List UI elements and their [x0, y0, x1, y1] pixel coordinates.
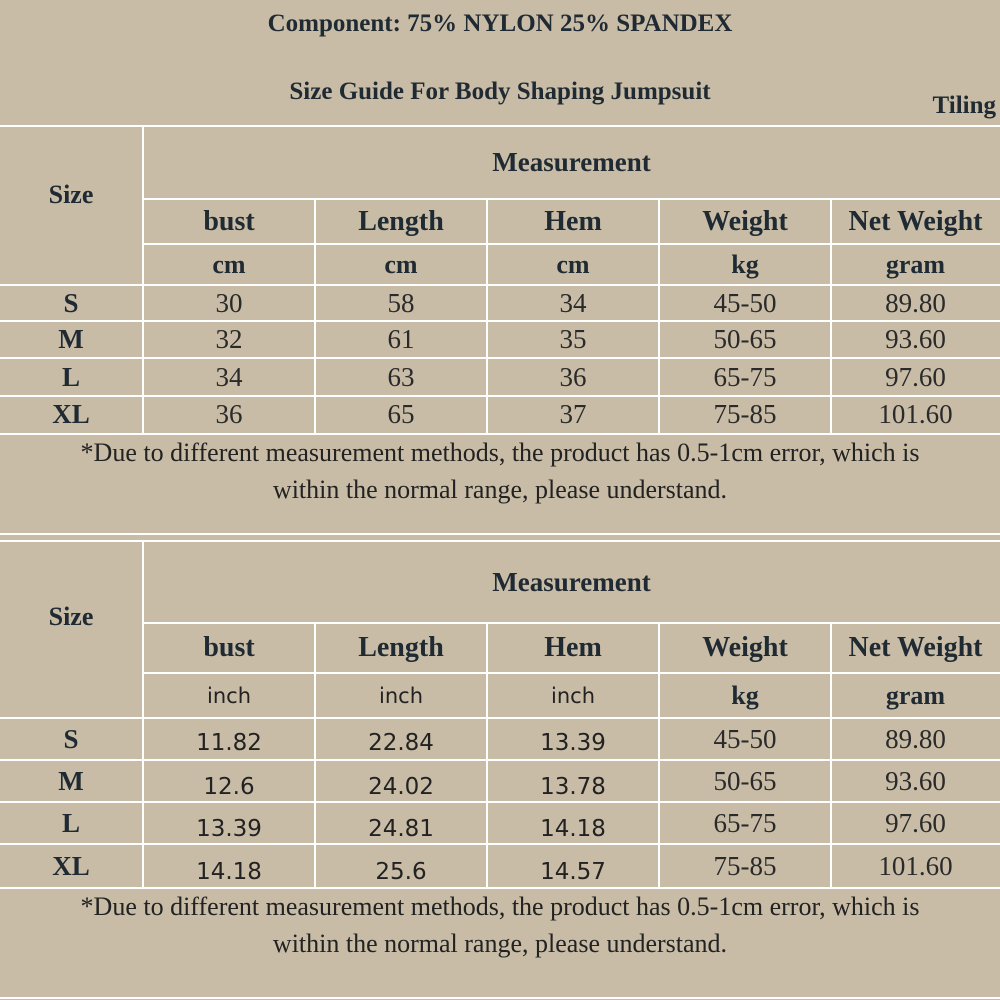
table-cell: 22.84 [368, 730, 434, 756]
unit-label: inch [207, 683, 251, 708]
table-cell: 24.81 [368, 816, 434, 842]
size-cell: M [58, 324, 84, 354]
table-cell: 13.39 [540, 730, 606, 756]
unit-label: inch [379, 683, 423, 708]
table-cell: 75-85 [713, 398, 777, 429]
unit-label: kg [731, 249, 759, 279]
column-header: Net Weight [848, 205, 983, 237]
unit-label: cm [556, 249, 590, 279]
size-header: Size [48, 602, 94, 631]
table-cell: 11.82 [196, 730, 262, 756]
measurement-header: Measurement [492, 147, 651, 177]
table-cell: 24.02 [368, 774, 434, 800]
size-cell: M [58, 765, 84, 796]
size-cell: S [63, 287, 79, 318]
table-cell: 32 [215, 324, 243, 354]
table-cell: 35 [559, 324, 587, 354]
size-cell: XL [52, 398, 90, 429]
size-cell: L [61, 807, 80, 838]
unit-label: cm [384, 249, 418, 279]
table-cell: 13.78 [540, 774, 606, 800]
table-cell: 25.6 [375, 859, 427, 885]
column-header: bust [203, 632, 255, 663]
measurement-header: Measurement [492, 566, 651, 597]
column-header: Net Weight [848, 632, 983, 663]
table-cell: 50-65 [713, 324, 777, 354]
table-cell: 97.60 [885, 361, 946, 392]
table-cell: 45-50 [713, 287, 777, 318]
table-cell: 30 [215, 287, 243, 318]
footnote-line-1: *Due to different measurement methods, the product has 0.5-1cm error, which is [80, 438, 920, 467]
column-header: Length [358, 632, 444, 663]
table-cell: 45-50 [713, 723, 777, 754]
unit-label: inch [551, 683, 595, 708]
component-line: Component: 75% NYLON 25% SPANDEX [267, 10, 733, 37]
table-cell: 89.80 [885, 287, 946, 318]
table-cell: 65-75 [713, 807, 777, 838]
table-cell: 14.18 [540, 816, 606, 842]
table-cell: 93.60 [885, 324, 946, 354]
size-cell: XL [52, 850, 90, 881]
table-cell: 14.18 [196, 859, 262, 885]
table-cell: 61 [387, 324, 415, 354]
table-cell: 36 [215, 398, 243, 429]
table-cell: 65-75 [713, 361, 777, 392]
size-cell: L [61, 361, 80, 392]
table-cell: 101.60 [878, 850, 953, 881]
table-cell: 75-85 [713, 850, 777, 881]
unit-label: cm [212, 249, 246, 279]
footnote-line-1: *Due to different measurement methods, the product has 0.5-1cm error, which is [80, 892, 920, 921]
table-cell: 50-65 [713, 765, 777, 796]
table-cell: 101.60 [878, 398, 953, 429]
table-cell: 89.80 [885, 723, 946, 754]
table-cell: 34 [215, 361, 243, 392]
table-cell: 14.57 [540, 859, 606, 885]
table-cell: 63 [387, 361, 415, 392]
table-cell: 34 [559, 287, 587, 318]
unit-label: kg [731, 680, 759, 710]
table-cell: 13.39 [196, 816, 262, 842]
unit-label: gram [885, 680, 946, 710]
tiling-label: Tiling [932, 92, 996, 119]
column-header: Hem [544, 205, 602, 237]
page-title: Size Guide For Body Shaping Jumpsuit [289, 78, 711, 105]
table-cell: 36 [559, 361, 587, 392]
footnote-line-2: within the normal range, please understand. [272, 475, 728, 504]
table-cell: 65 [387, 398, 415, 429]
table-cell: 37 [559, 398, 587, 429]
column-header: Length [358, 205, 444, 237]
unit-label: gram [885, 249, 946, 279]
footnote-line-2: within the normal range, please understand. [272, 929, 728, 958]
column-header: Weight [702, 632, 788, 663]
column-header: Weight [702, 205, 788, 237]
column-header: Hem [544, 632, 602, 663]
column-header: bust [203, 205, 255, 237]
table-cell: 97.60 [885, 807, 946, 838]
size-header: Size [48, 180, 94, 209]
table-cell: 58 [387, 287, 415, 318]
table-cell: 12.6 [203, 774, 255, 800]
size-cell: S [63, 723, 79, 754]
table-cell: 93.60 [885, 765, 946, 796]
